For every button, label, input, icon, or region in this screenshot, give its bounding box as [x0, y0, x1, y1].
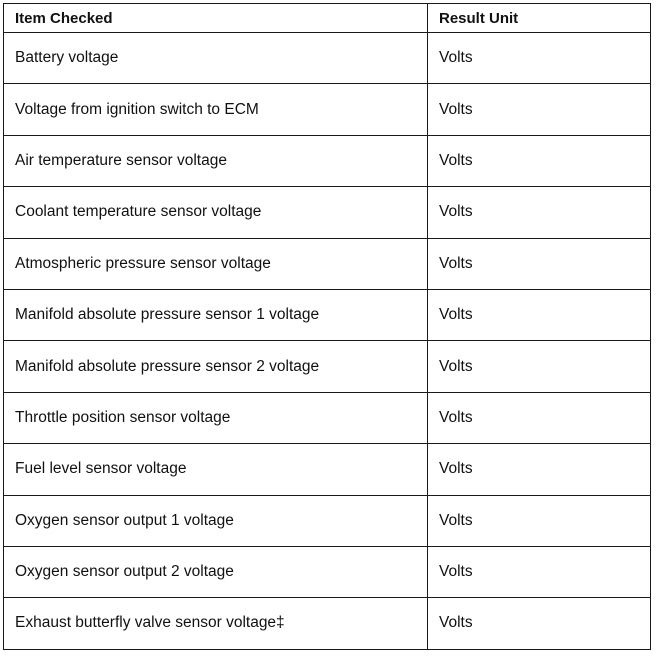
- unit-cell: Volts: [428, 84, 651, 135]
- unit-cell: Volts: [428, 341, 651, 392]
- table-header-row: [4, 4, 651, 33]
- table-row: [4, 238, 651, 289]
- item-cell: Air temperature sensor voltage: [4, 135, 428, 186]
- item-cell: Coolant temperature sensor voltage: [4, 187, 428, 238]
- item-cell: Manifold absolute pressure sensor 1 voltage: [4, 289, 428, 340]
- table-row: [4, 392, 651, 443]
- item-cell: Oxygen sensor output 1 voltage: [4, 495, 428, 546]
- table-row: [4, 84, 651, 135]
- table-row: [4, 289, 651, 340]
- unit-cell: Volts: [428, 546, 651, 597]
- unit-cell: Volts: [428, 598, 651, 649]
- table-row: [4, 444, 651, 495]
- item-cell: Battery voltage: [4, 33, 428, 84]
- table-row: [4, 187, 651, 238]
- item-cell: Fuel level sensor voltage: [4, 444, 428, 495]
- header-result-unit: Result Unit: [428, 4, 651, 33]
- data-table: [3, 3, 651, 650]
- table-row: [4, 598, 651, 649]
- item-cell: Throttle position sensor voltage: [4, 392, 428, 443]
- unit-cell: Volts: [428, 187, 651, 238]
- unit-cell: Volts: [428, 392, 651, 443]
- item-cell: Exhaust butterfly valve sensor voltage‡: [4, 598, 428, 649]
- unit-cell: Volts: [428, 495, 651, 546]
- table-row: [4, 341, 651, 392]
- header-item-checked: Item Checked: [4, 4, 428, 33]
- unit-cell: Volts: [428, 135, 651, 186]
- item-cell: Voltage from ignition switch to ECM: [4, 84, 428, 135]
- item-cell: Atmospheric pressure sensor voltage: [4, 238, 428, 289]
- table-row: [4, 135, 651, 186]
- unit-cell: Volts: [428, 444, 651, 495]
- unit-cell: Volts: [428, 238, 651, 289]
- table-row: [4, 33, 651, 84]
- item-cell: Oxygen sensor output 2 voltage: [4, 546, 428, 597]
- unit-cell: Volts: [428, 289, 651, 340]
- item-cell: Manifold absolute pressure sensor 2 voltage: [4, 341, 428, 392]
- unit-cell: Volts: [428, 33, 651, 84]
- table-row: [4, 495, 651, 546]
- table-row: [4, 546, 651, 597]
